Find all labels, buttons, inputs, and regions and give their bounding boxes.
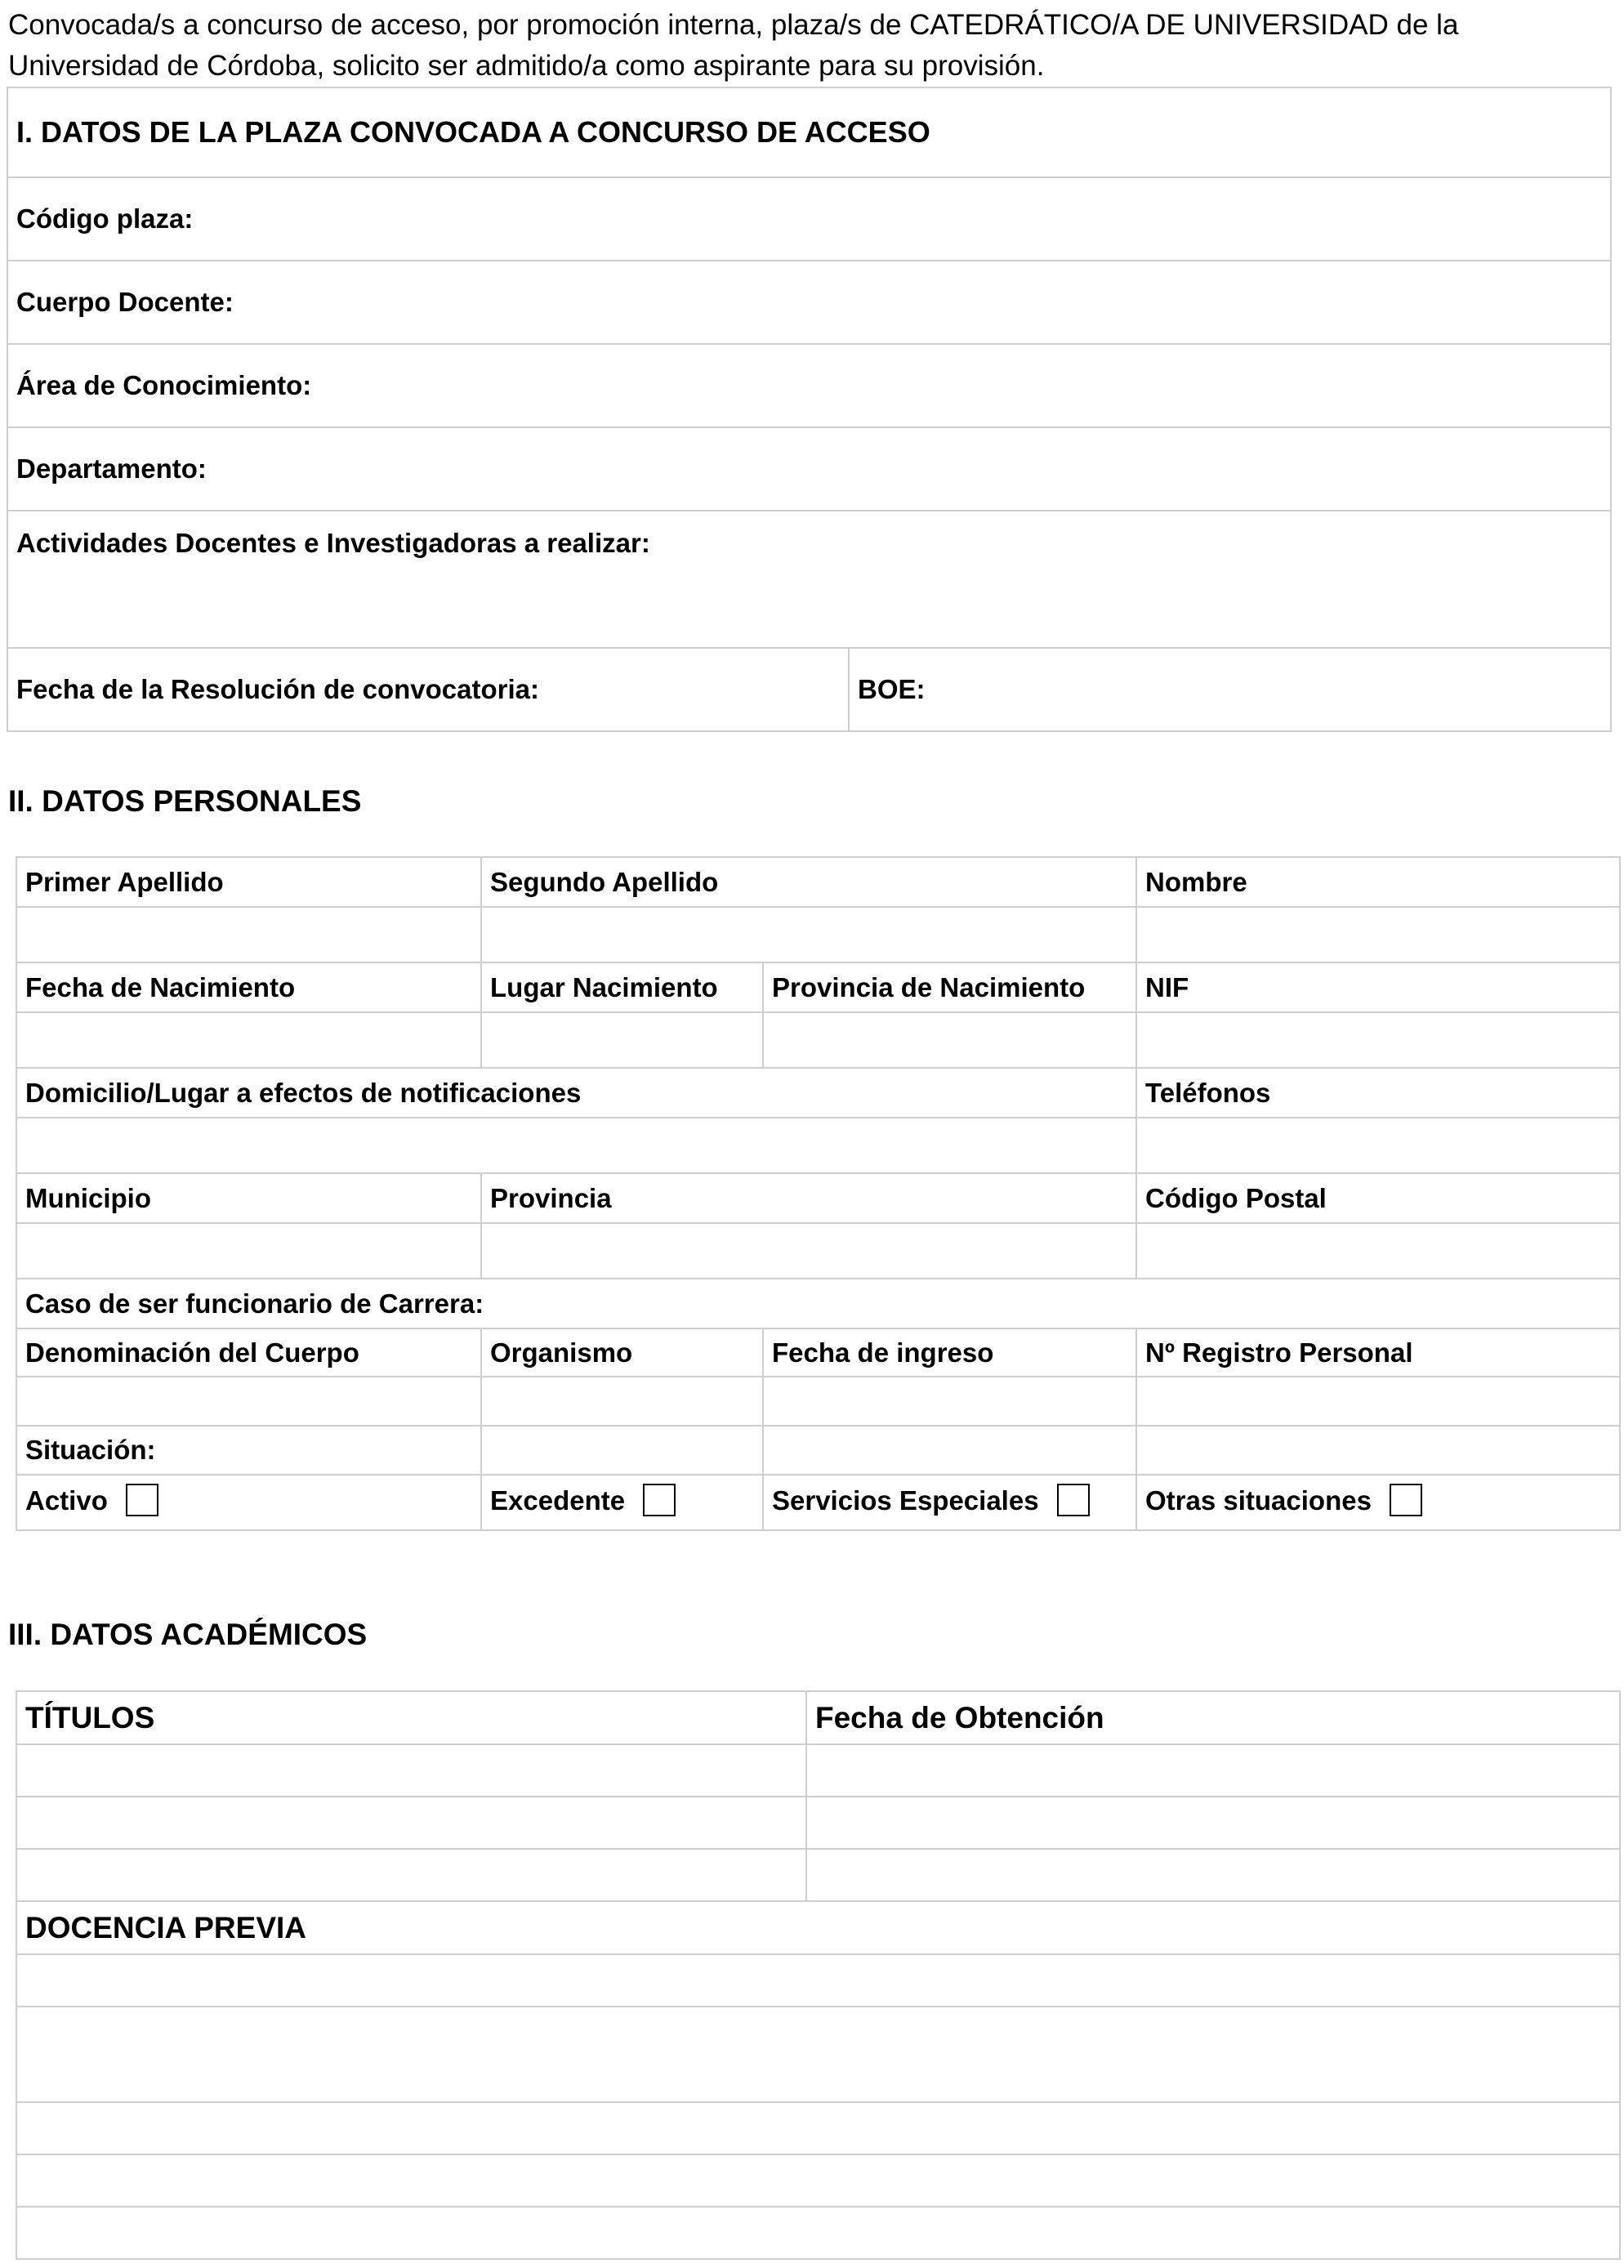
area-conocimiento-field[interactable]: Área de Conocimiento: xyxy=(7,344,1611,427)
docencia-previa-input[interactable] xyxy=(16,2102,1620,2154)
docencia-previa-header: DOCENCIA PREVIA xyxy=(16,1901,1620,1954)
servicios-especiales-option xyxy=(763,1475,1136,1530)
denominacion-cuerpo-label: Denominación del Cuerpo xyxy=(16,1328,481,1377)
lugar-nacimiento-label: Lugar Nacimiento xyxy=(481,962,763,1012)
telefonos-input[interactable] xyxy=(1136,1118,1620,1173)
titulo-input[interactable] xyxy=(16,1849,806,1901)
registro-personal-label: Nº Registro Personal xyxy=(1136,1328,1620,1377)
titulos-header: TÍTULOS xyxy=(16,1691,806,1744)
denominacion-cuerpo-input[interactable] xyxy=(16,1377,481,1426)
fecha-nacimiento-label: Fecha de Nacimiento xyxy=(16,962,481,1012)
fecha-obtencion-input[interactable] xyxy=(806,1744,1620,1797)
fecha-ingreso-label: Fecha de ingreso xyxy=(763,1328,1136,1377)
plaza-table xyxy=(7,87,1612,732)
provincia-nacimiento-label: Provincia de Nacimiento xyxy=(763,962,1136,1012)
otras-situaciones-label: Otras situaciones xyxy=(1145,1485,1372,1516)
situacion-blank xyxy=(1136,1426,1620,1475)
titulo-input[interactable] xyxy=(16,1797,806,1849)
cuerpo-docente-field[interactable]: Cuerpo Docente: xyxy=(7,261,1611,344)
situacion-blank xyxy=(763,1426,1136,1475)
actividades-field[interactable]: Actividades Docentes e Investigadoras a realizar: xyxy=(7,511,1611,648)
docencia-previa-input[interactable] xyxy=(16,2207,1620,2259)
organismo-input[interactable] xyxy=(481,1377,763,1426)
nombre-input[interactable] xyxy=(1136,907,1620,962)
nif-label: NIF xyxy=(1136,962,1620,1012)
segundo-apellido-input[interactable] xyxy=(481,907,1136,962)
docencia-previa-input[interactable] xyxy=(16,2154,1620,2207)
telefonos-label: Teléfonos xyxy=(1136,1068,1620,1118)
fecha-resolucion-field[interactable]: Fecha de la Resolución de convocatoria: xyxy=(7,648,849,731)
section3-title: III. DATOS ACADÉMICOS xyxy=(8,1618,368,1651)
provincia-input[interactable] xyxy=(481,1223,1136,1279)
titulo-input[interactable] xyxy=(16,1744,806,1797)
organismo-label: Organismo xyxy=(481,1328,763,1377)
caso-funcionario-label: Caso de ser funcionario de Carrera: xyxy=(16,1279,1620,1328)
servicios-especiales-label: Servicios Especiales xyxy=(772,1485,1039,1516)
docencia-previa-input[interactable] xyxy=(16,2007,1620,2102)
primer-apellido-label: Primer Apellido xyxy=(16,857,481,907)
situacion-blank xyxy=(481,1426,763,1475)
nombre-label: Nombre xyxy=(1136,857,1620,907)
fecha-obtencion-header: Fecha de Obtención xyxy=(806,1691,1620,1744)
activo-label: Activo xyxy=(25,1485,108,1516)
segundo-apellido-label: Segundo Apellido xyxy=(481,857,1136,907)
boe-field[interactable]: BOE: xyxy=(849,648,1611,731)
excedente-checkbox[interactable] xyxy=(643,1484,676,1516)
situacion-label: Situación: xyxy=(16,1426,481,1475)
excedente-option xyxy=(481,1475,763,1530)
servicios-especiales-checkbox[interactable] xyxy=(1057,1484,1090,1516)
codigo-postal-input[interactable] xyxy=(1136,1223,1620,1279)
otras-situaciones-option xyxy=(1136,1475,1620,1530)
fecha-obtencion-input[interactable] xyxy=(806,1849,1620,1901)
codigo-plaza-field[interactable]: Código plaza: xyxy=(7,177,1611,261)
domicilio-input[interactable] xyxy=(16,1118,1136,1173)
section2-title: II. DATOS PERSONALES xyxy=(8,784,362,818)
departamento-field[interactable]: Departamento: xyxy=(7,427,1611,511)
fecha-obtencion-input[interactable] xyxy=(806,1797,1620,1849)
docencia-previa-input[interactable] xyxy=(16,1954,1620,2007)
municipio-label: Municipio xyxy=(16,1173,481,1223)
otras-situaciones-checkbox[interactable] xyxy=(1390,1484,1422,1516)
provincia-label: Provincia xyxy=(481,1173,1136,1223)
domicilio-label: Domicilio/Lugar a efectos de notificaciones xyxy=(16,1068,1136,1118)
activo-checkbox[interactable] xyxy=(126,1484,158,1516)
municipio-input[interactable] xyxy=(16,1223,481,1279)
section1-title: I. DATOS DE LA PLAZA CONVOCADA A CONCURSO DE ACCESO xyxy=(7,87,1611,177)
fecha-nacimiento-input[interactable] xyxy=(16,1012,481,1068)
datos-personales-table xyxy=(16,856,1621,1531)
intro-paragraph: Convocada/s a concurso de acceso, por promoción interna, plaza/s de CATEDRÁTICO/A DE UNIVERSIDAD de la Universidad de Córdoba, solicito ser admitido/a como aspirante para su provisión. xyxy=(8,9,1459,82)
registro-personal-input[interactable] xyxy=(1136,1377,1620,1426)
fecha-ingreso-input[interactable] xyxy=(763,1377,1136,1426)
lugar-nacimiento-input[interactable] xyxy=(481,1012,763,1068)
activo-option xyxy=(16,1475,481,1530)
datos-academicos-table xyxy=(16,1690,1621,2260)
nif-input[interactable] xyxy=(1136,1012,1620,1068)
provincia-nacimiento-input[interactable] xyxy=(763,1012,1136,1068)
excedente-label: Excedente xyxy=(490,1485,626,1516)
primer-apellido-input[interactable] xyxy=(16,907,481,962)
codigo-postal-label: Código Postal xyxy=(1136,1173,1620,1223)
